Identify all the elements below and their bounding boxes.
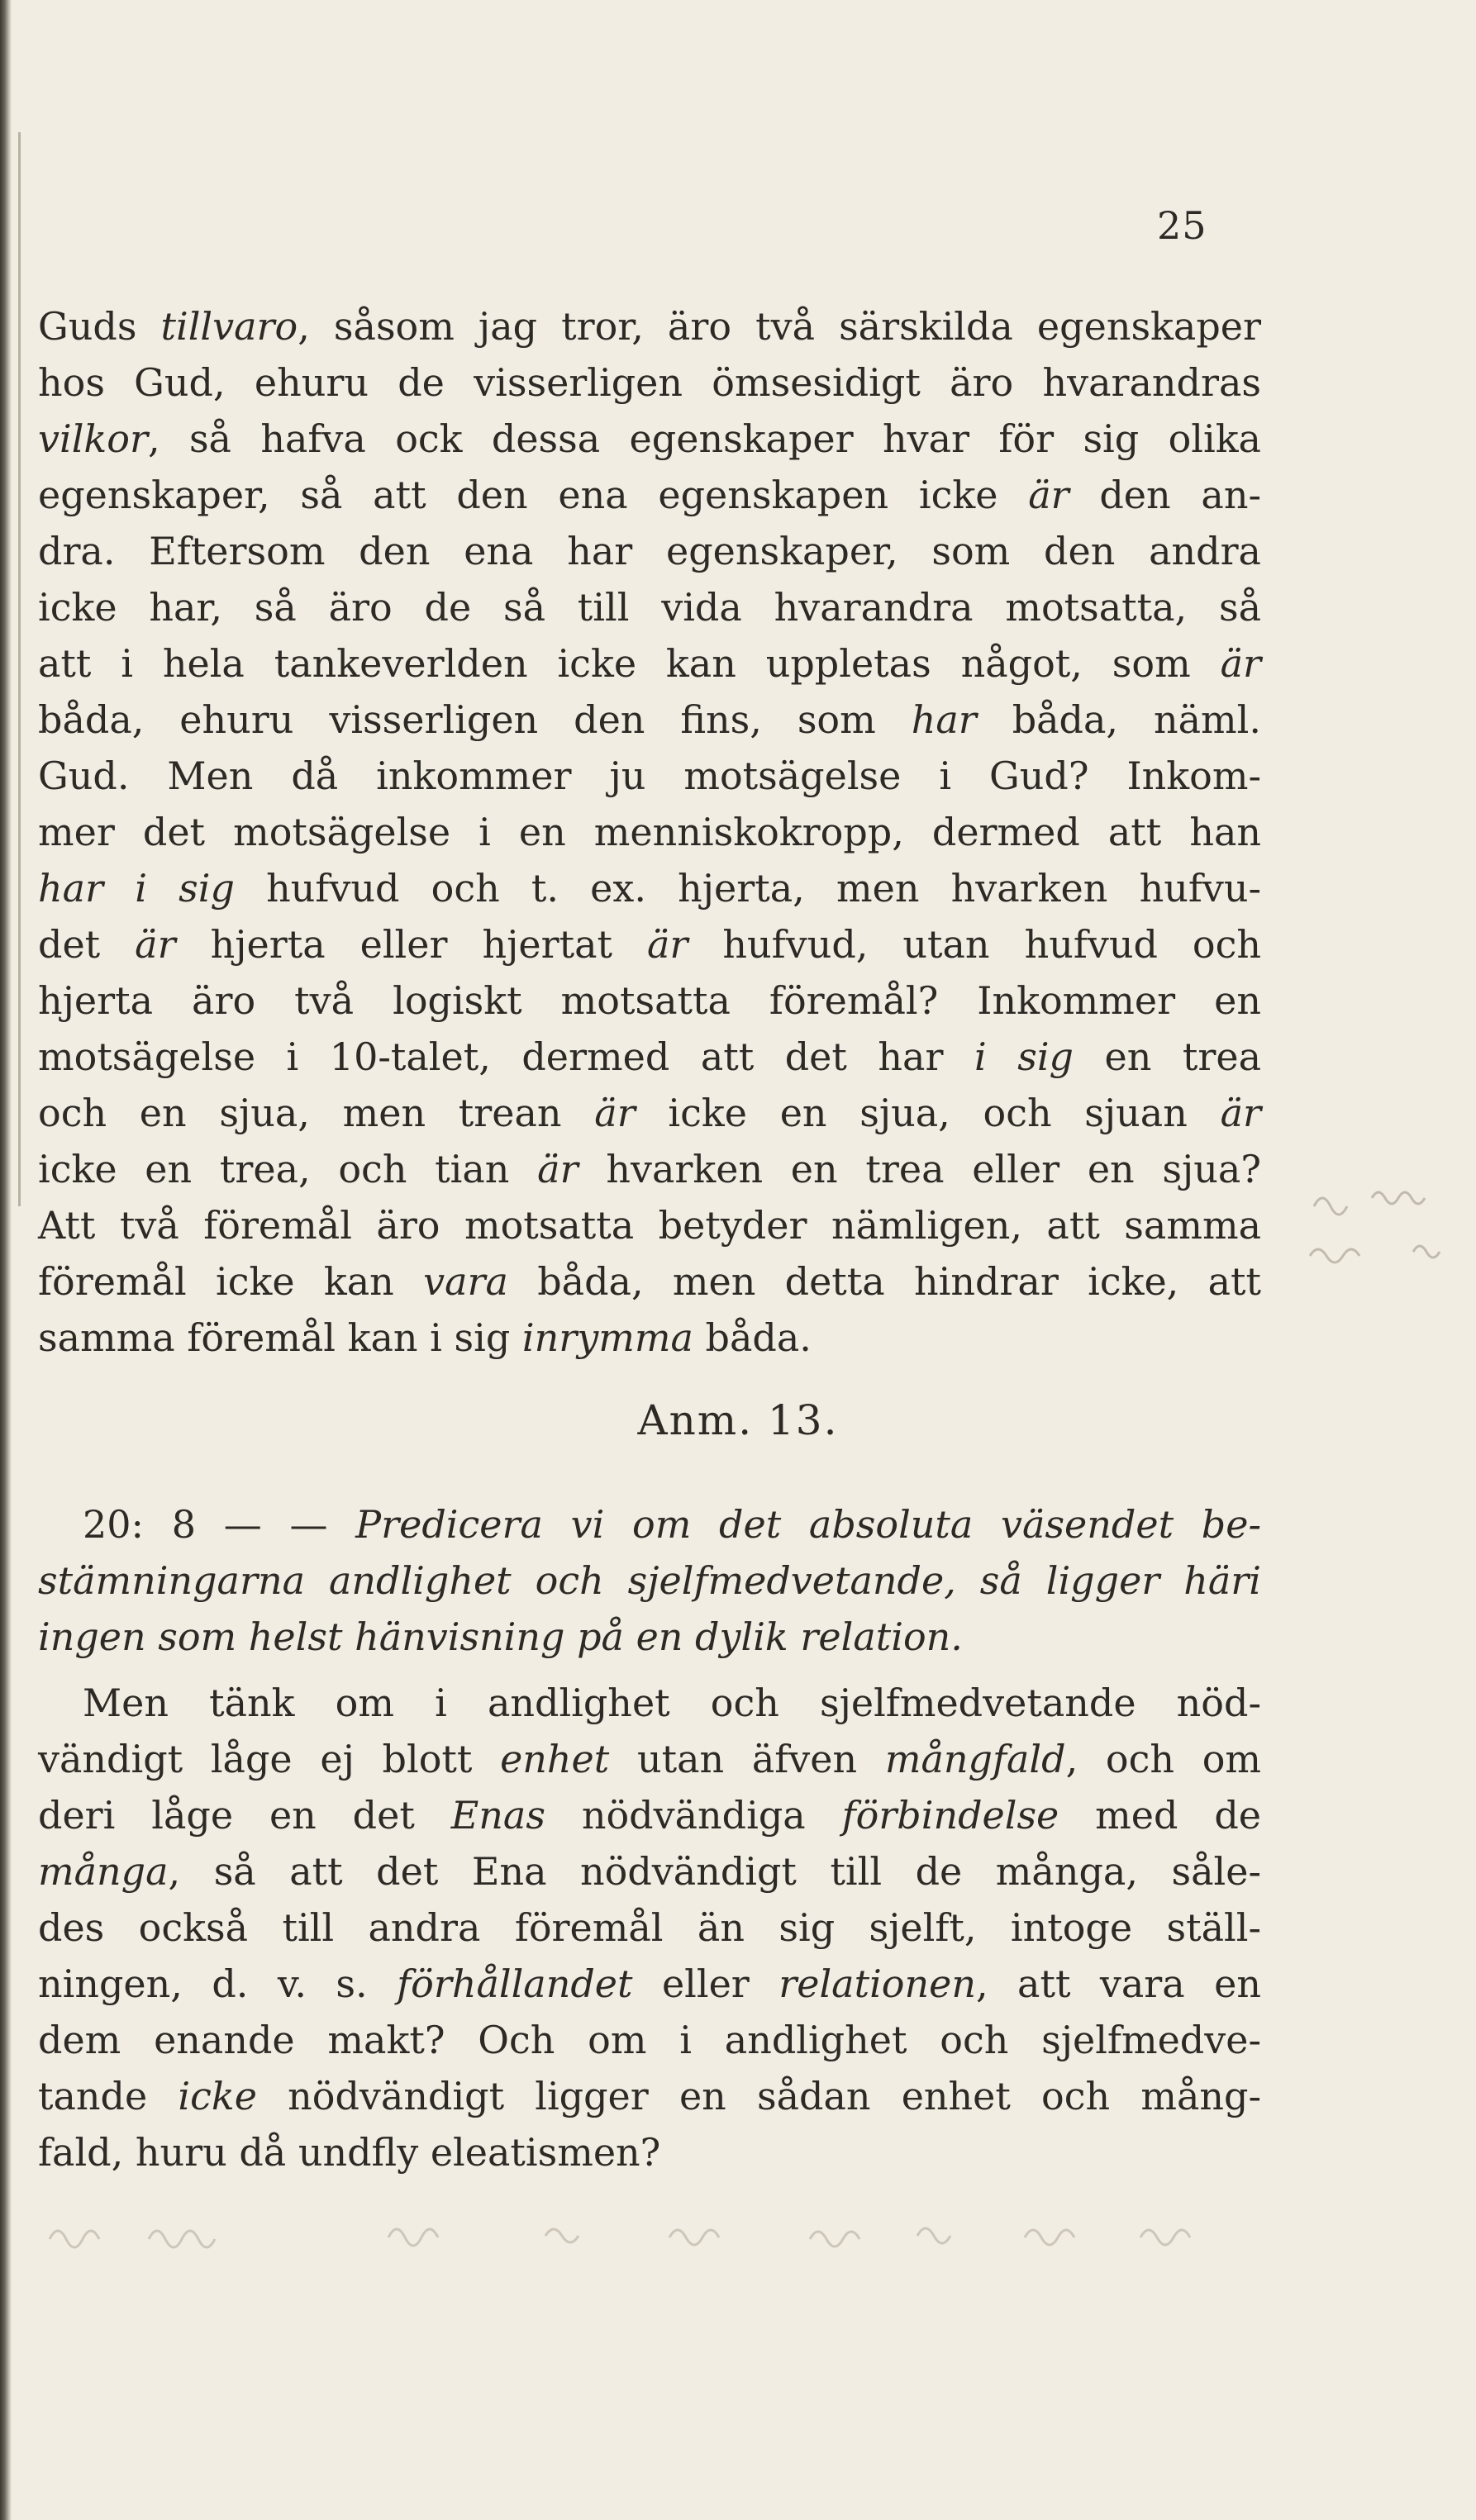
paragraph-1-line [38, 749, 1261, 803]
paragraph-1-line [38, 636, 1261, 691]
text-run: , och om [1065, 1737, 1262, 1781]
pencil-marginalia-bottom [41, 2206, 1314, 2256]
paragraph-2-line [38, 1732, 1261, 1786]
italic-text: är [135, 922, 176, 967]
page-binding-edge [0, 0, 12, 2520]
text-run: deri låge en det [38, 1793, 451, 1838]
page-margin-rule [18, 132, 21, 1206]
text-run: hufvud och t. ex. hjerta, men hvarken hufvu- [234, 866, 1262, 911]
paragraph-1-line [38, 1142, 1261, 1196]
paragraph-1-line [38, 861, 1261, 915]
italic-text: är [1028, 473, 1069, 517]
text-run: ningen, d. v. s. [38, 1961, 398, 2006]
paragraph-1-line [38, 1029, 1261, 1084]
italic-text: förbindelse [841, 1793, 1059, 1838]
text-run: föremål icke kan [38, 1259, 424, 1304]
text-run: nödvändiga [545, 1793, 842, 1838]
italic-text: är [537, 1147, 578, 1191]
italic-text: har [911, 697, 977, 742]
text-run: Att två föremål äro motsatta betyder nämligen, att samma [38, 1203, 1261, 1248]
text-run: båda, ehuru visserligen den fins, som [38, 697, 912, 742]
text-run: icke har, så äro de så till vida hvarandra motsatta, så [38, 585, 1261, 630]
text-run: båda. [693, 1315, 812, 1360]
text-run: , såsom jag tror, äro två särskilda egenskaper [298, 304, 1262, 349]
paragraph-1-line [38, 1198, 1261, 1253]
quoted-passage-line [38, 1553, 1261, 1608]
paragraph-1-line [38, 468, 1261, 522]
text-run: Gud. Men då inkommer ju motsägelse i Gud? Inkom- [38, 754, 1261, 798]
text-run: motsägelse i 10-talet, dermed att det har [38, 1034, 974, 1079]
italic-text: vilkor [38, 416, 148, 461]
paragraph-2-line [38, 1788, 1261, 1842]
text-run: , att vara en [975, 1961, 1261, 2006]
paragraph-1-line [38, 1310, 1261, 1365]
italic-text: är [647, 922, 688, 967]
paragraph-2-line [83, 1676, 1261, 1730]
text-run: båda, näml. [976, 697, 1261, 742]
paragraph-1-line [38, 580, 1261, 635]
text-run: båda, men detta hindrar icke, att [507, 1259, 1261, 1304]
paragraph-2-line [38, 1900, 1261, 1955]
note-heading: Anm. 13. [637, 1396, 839, 1444]
italic-text: har i sig [38, 866, 235, 911]
paragraph-1-line [38, 355, 1261, 410]
text-run: nödvändigt ligger en sådan enhet och mång- [256, 2074, 1261, 2118]
text-run: , så hafva ock dessa egenskaper hvar för sig olika [147, 416, 1261, 461]
italic-text: många [38, 1849, 169, 1894]
italic-text: icke [178, 2074, 257, 2118]
italic-text: ingen som helst hänvisning på en dylik relation. [38, 1614, 963, 1659]
text-run: tande [38, 2074, 179, 2118]
italic-text: är [594, 1091, 636, 1135]
quoted-passage-line [38, 1609, 1261, 1664]
paragraph-1-line [38, 692, 1261, 747]
paragraph-2-line [38, 1844, 1261, 1899]
text-run: mer det motsägelse i en menniskokropp, dermed att han [38, 810, 1261, 854]
paragraph-1-line [38, 1086, 1261, 1140]
italic-text: inrymma [521, 1315, 693, 1360]
italic-text: relationen [778, 1961, 976, 2006]
text-run: med de [1059, 1793, 1262, 1838]
italic-text: vara [423, 1259, 508, 1304]
text-run: att i hela tankeverlden icke kan uppletas något, som [38, 641, 1221, 686]
text-run: des också till andra föremål än sig sjelft, intoge ställ- [38, 1905, 1261, 1950]
text-run: dem enande makt? Och om i andlighet och sjelfmedve- [38, 2018, 1261, 2062]
text-run: Men tänk om i andlighet och sjelfmedvetande nöd- [83, 1681, 1261, 1725]
paragraph-2-line [38, 2125, 1261, 2180]
paragraph-1-line [38, 973, 1261, 1028]
paragraph-1-line [38, 411, 1261, 466]
pencil-marginalia-right [1306, 1173, 1471, 1314]
text-run: hufvud, utan hufvud och [688, 922, 1261, 967]
paragraph-2-line [38, 2069, 1261, 2123]
paragraph-1-line [38, 299, 1261, 354]
italic-text: stämningarna andlighet och sjelfmedvetande, så ligger häri [38, 1558, 1261, 1603]
text-run: och en sjua, men trean [38, 1091, 595, 1135]
text-run: , så att det Ena nödvändigt till de många, såle- [168, 1849, 1261, 1894]
italic-text: Predicera vi om det absoluta väsendet be- [355, 1502, 1261, 1547]
text-run: egenskaper, så att den ena egenskapen icke [38, 473, 1029, 517]
text-run: Guds [38, 304, 161, 349]
paragraph-1-line [38, 524, 1261, 578]
italic-text: är [1220, 641, 1261, 686]
italic-text: mångfald [884, 1737, 1066, 1781]
text-run: eller [632, 1961, 779, 2006]
paragraph-2-line [38, 2013, 1261, 2067]
text-run: icke en sjua, och sjuan [635, 1091, 1221, 1135]
text-run: hjerta äro två logiskt motsatta föremål? Inkommer en [38, 978, 1261, 1023]
text-run: utan äfven [609, 1737, 885, 1781]
text-run: en trea [1073, 1034, 1261, 1079]
text-run: det [38, 922, 136, 967]
text-run: icke en trea, och tian [38, 1147, 538, 1191]
text-run: den an- [1069, 473, 1261, 517]
italic-text: enhet [500, 1737, 610, 1781]
paragraph-1-line [38, 805, 1261, 859]
paragraph-1-line [38, 917, 1261, 972]
text-run: samma föremål kan i sig [38, 1315, 522, 1360]
text-run: 20: 8 — — [83, 1502, 356, 1547]
italic-text: är [1220, 1091, 1261, 1135]
italic-text: förhållandet [397, 1961, 633, 2006]
text-run: fald, huru då undfly eleatismen? [38, 2130, 661, 2175]
text-run: hvarken en trea eller en sjua? [578, 1147, 1262, 1191]
italic-text: tillvaro [160, 304, 298, 349]
paragraph-1-line [38, 1254, 1261, 1309]
text-run: hos Gud, ehuru de visserligen ömsesidigt äro hvarandras [38, 360, 1261, 405]
text-run: hjerta eller hjertat [175, 922, 647, 967]
paragraph-2-line [38, 1957, 1261, 2011]
italic-text: Enas [450, 1793, 545, 1838]
page-number: 25 [1157, 203, 1207, 248]
quoted-passage-line [83, 1497, 1261, 1552]
text-run: dra. Eftersom den ena har egenskaper, som den andra [38, 529, 1261, 573]
italic-text: i sig [974, 1034, 1074, 1079]
text-run: vändigt låge ej blott [38, 1737, 501, 1781]
